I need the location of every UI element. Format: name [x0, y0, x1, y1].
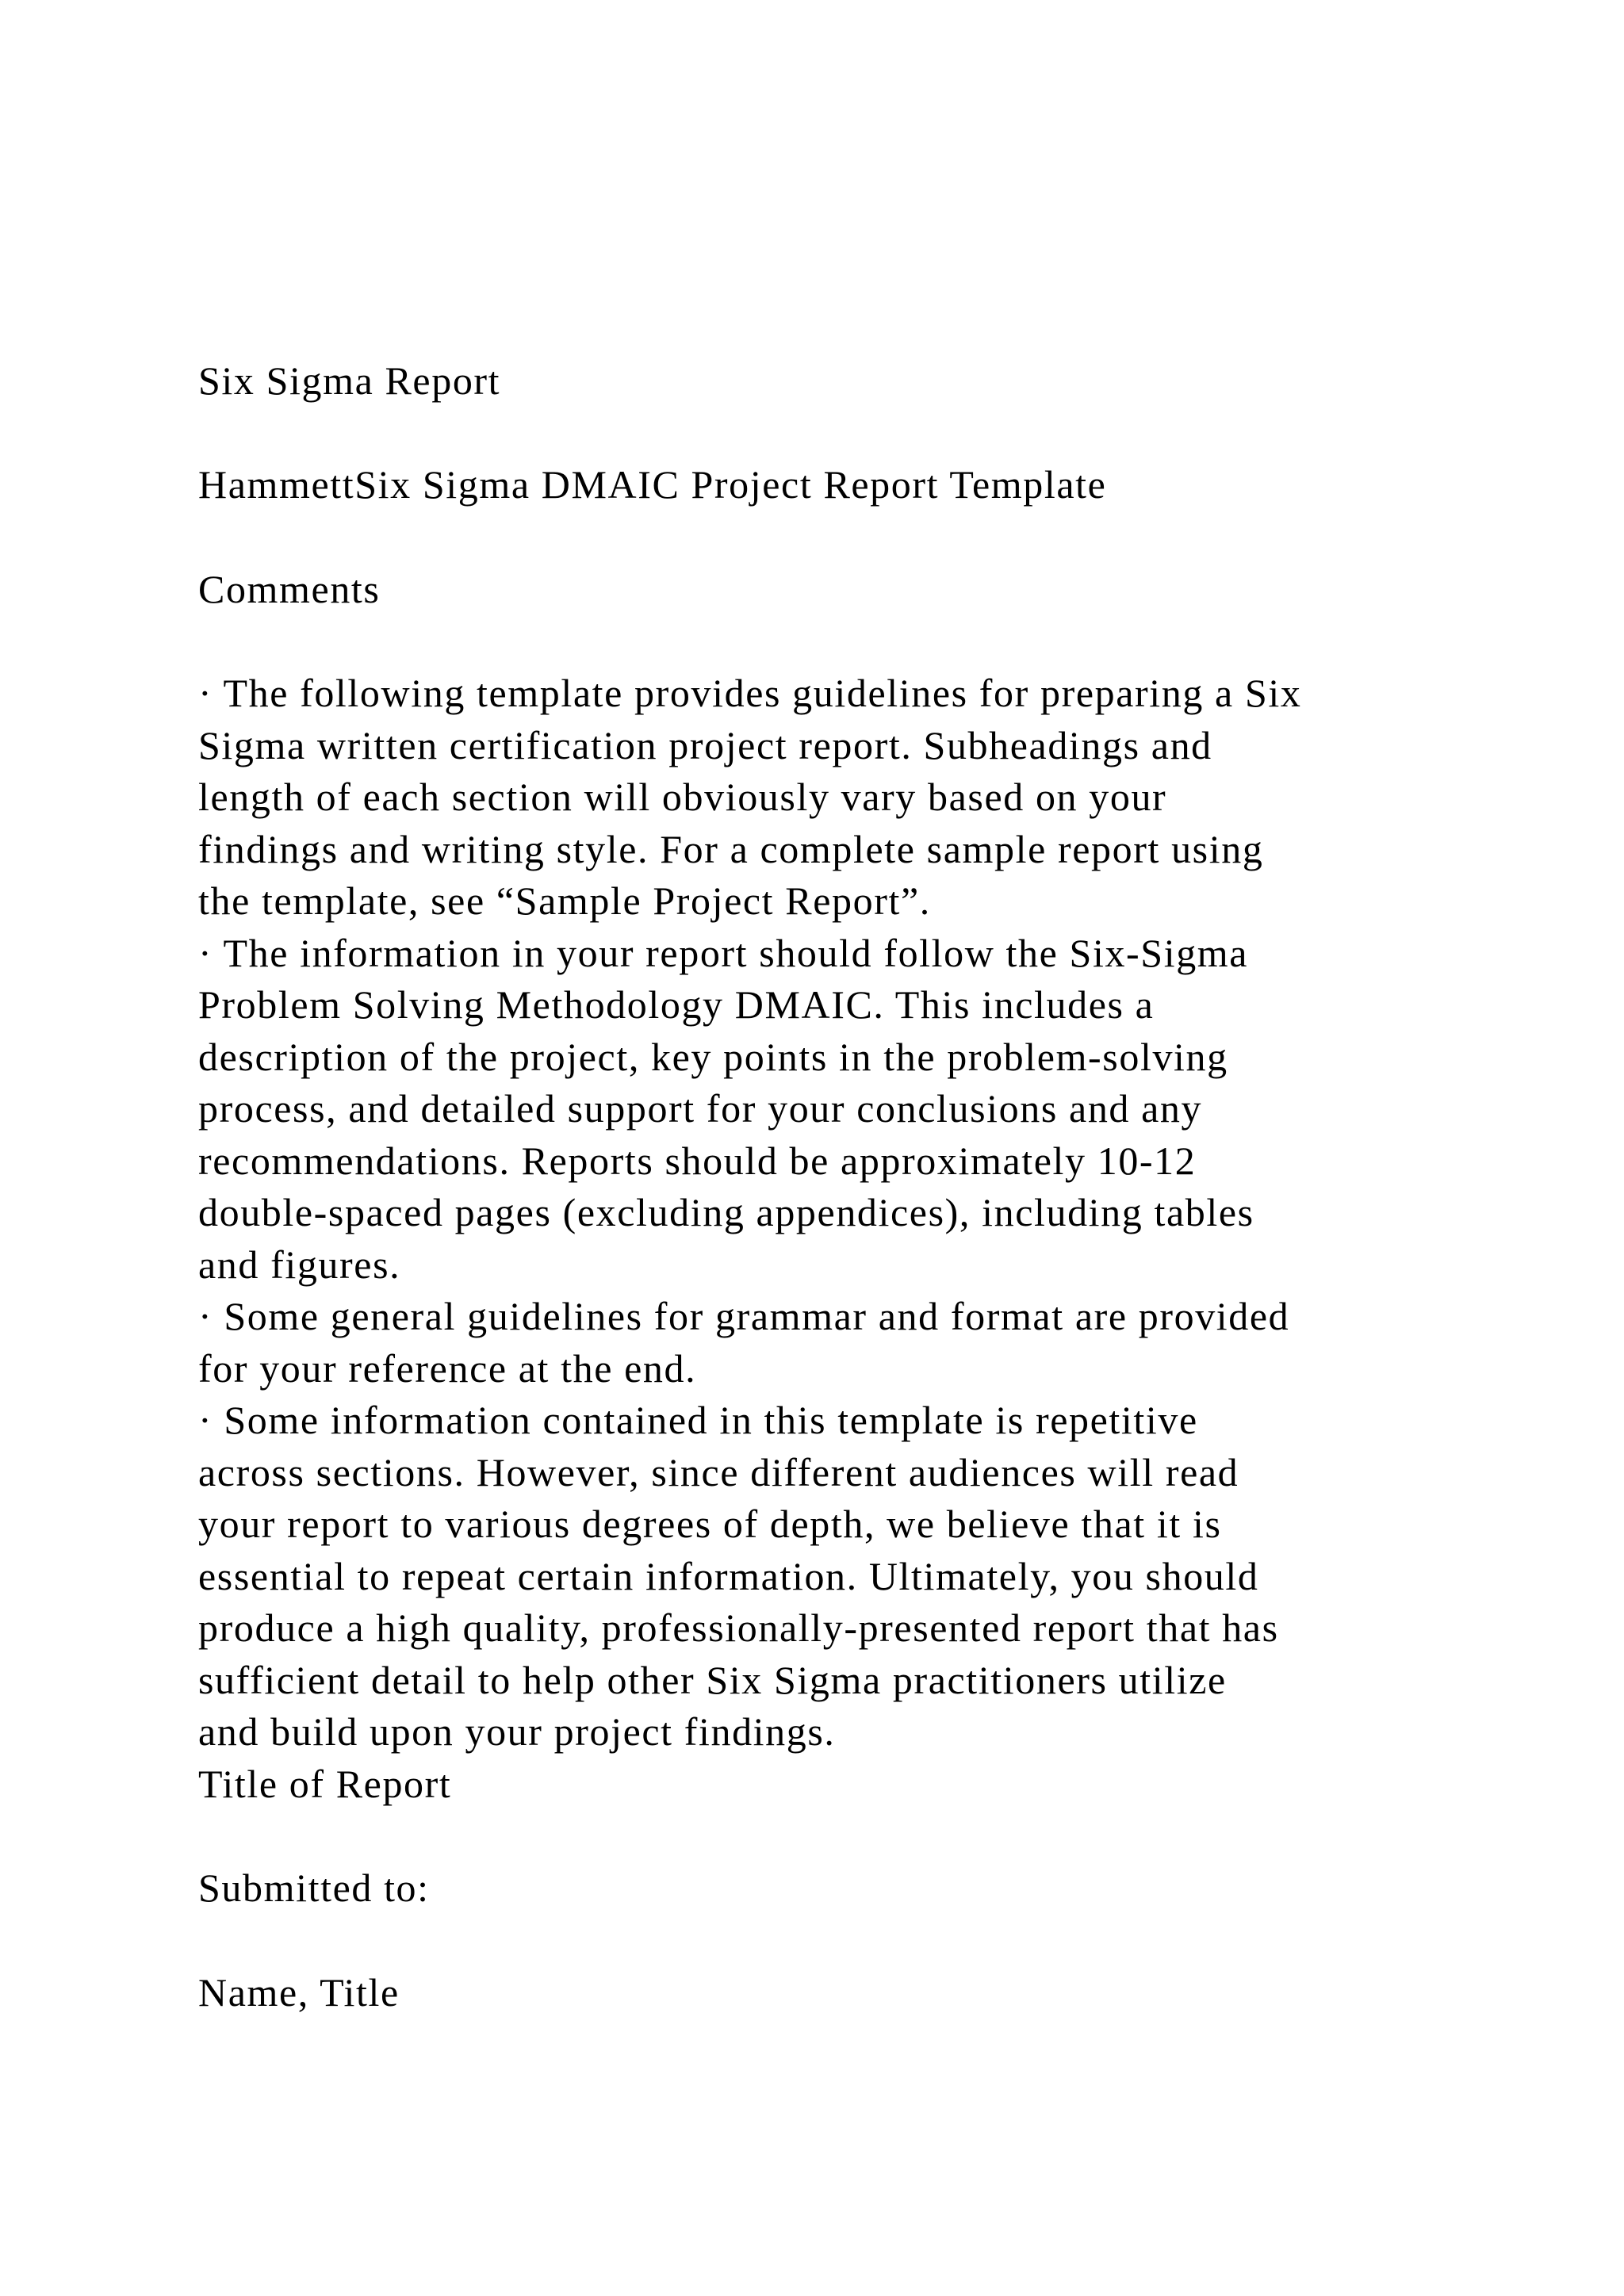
- body-line: your report to various degrees of depth, we believe that it is: [198, 1502, 1222, 1546]
- submitted-to-label: Submitted to:: [198, 1866, 430, 1910]
- body-line: and build upon your project findings.: [198, 1709, 836, 1754]
- title-of-report-label: Title of Report: [198, 1762, 452, 1806]
- body-line: process, and detailed support for your conclusions and any: [198, 1086, 1203, 1131]
- body-line: · The information in your report should follow the Six-Sigma: [198, 931, 1249, 975]
- template-subheading: HammettSix Sigma DMAIC Project Report Template: [198, 462, 1107, 507]
- body-line: · The following template provides guidelines for preparing a Six: [198, 671, 1302, 715]
- body-line: produce a high quality, professionally-presented report that has: [198, 1605, 1279, 1650]
- name-title-label: Name, Title: [198, 1970, 400, 2015]
- comments-label: Comments: [198, 567, 381, 611]
- body-line: · Some information contained in this template is repetitive: [198, 1398, 1198, 1442]
- body-line: description of the project, key points in the problem-solving: [198, 1035, 1228, 1079]
- body-line: length of each section will obviously vary based on your: [198, 775, 1167, 819]
- body-line: and figures.: [198, 1242, 401, 1287]
- body-line: for your reference at the end.: [198, 1346, 697, 1391]
- body-line: Problem Solving Methodology DMAIC. This includes a: [198, 982, 1155, 1027]
- report-heading: Six Sigma Report: [198, 358, 501, 403]
- body-line: findings and writing style. For a complete sample report using: [198, 827, 1264, 871]
- body-line: · Some general guidelines for grammar and format are provided: [198, 1294, 1290, 1338]
- body-line: the template, see “Sample Project Report”.: [198, 878, 931, 923]
- body-line: across sections. However, since different audiences will read: [198, 1450, 1239, 1494]
- body-line: recommendations. Reports should be approximately 10-12: [198, 1138, 1197, 1183]
- body-line: essential to repeat certain information. Ultimately, you should: [198, 1554, 1259, 1598]
- body-line: sufficient detail to help other Six Sigma practitioners utilize: [198, 1658, 1227, 1702]
- body-line: double-spaced pages (excluding appendices), including tables: [198, 1190, 1254, 1234]
- body-line: Sigma written certification project report. Subheadings and: [198, 723, 1212, 767]
